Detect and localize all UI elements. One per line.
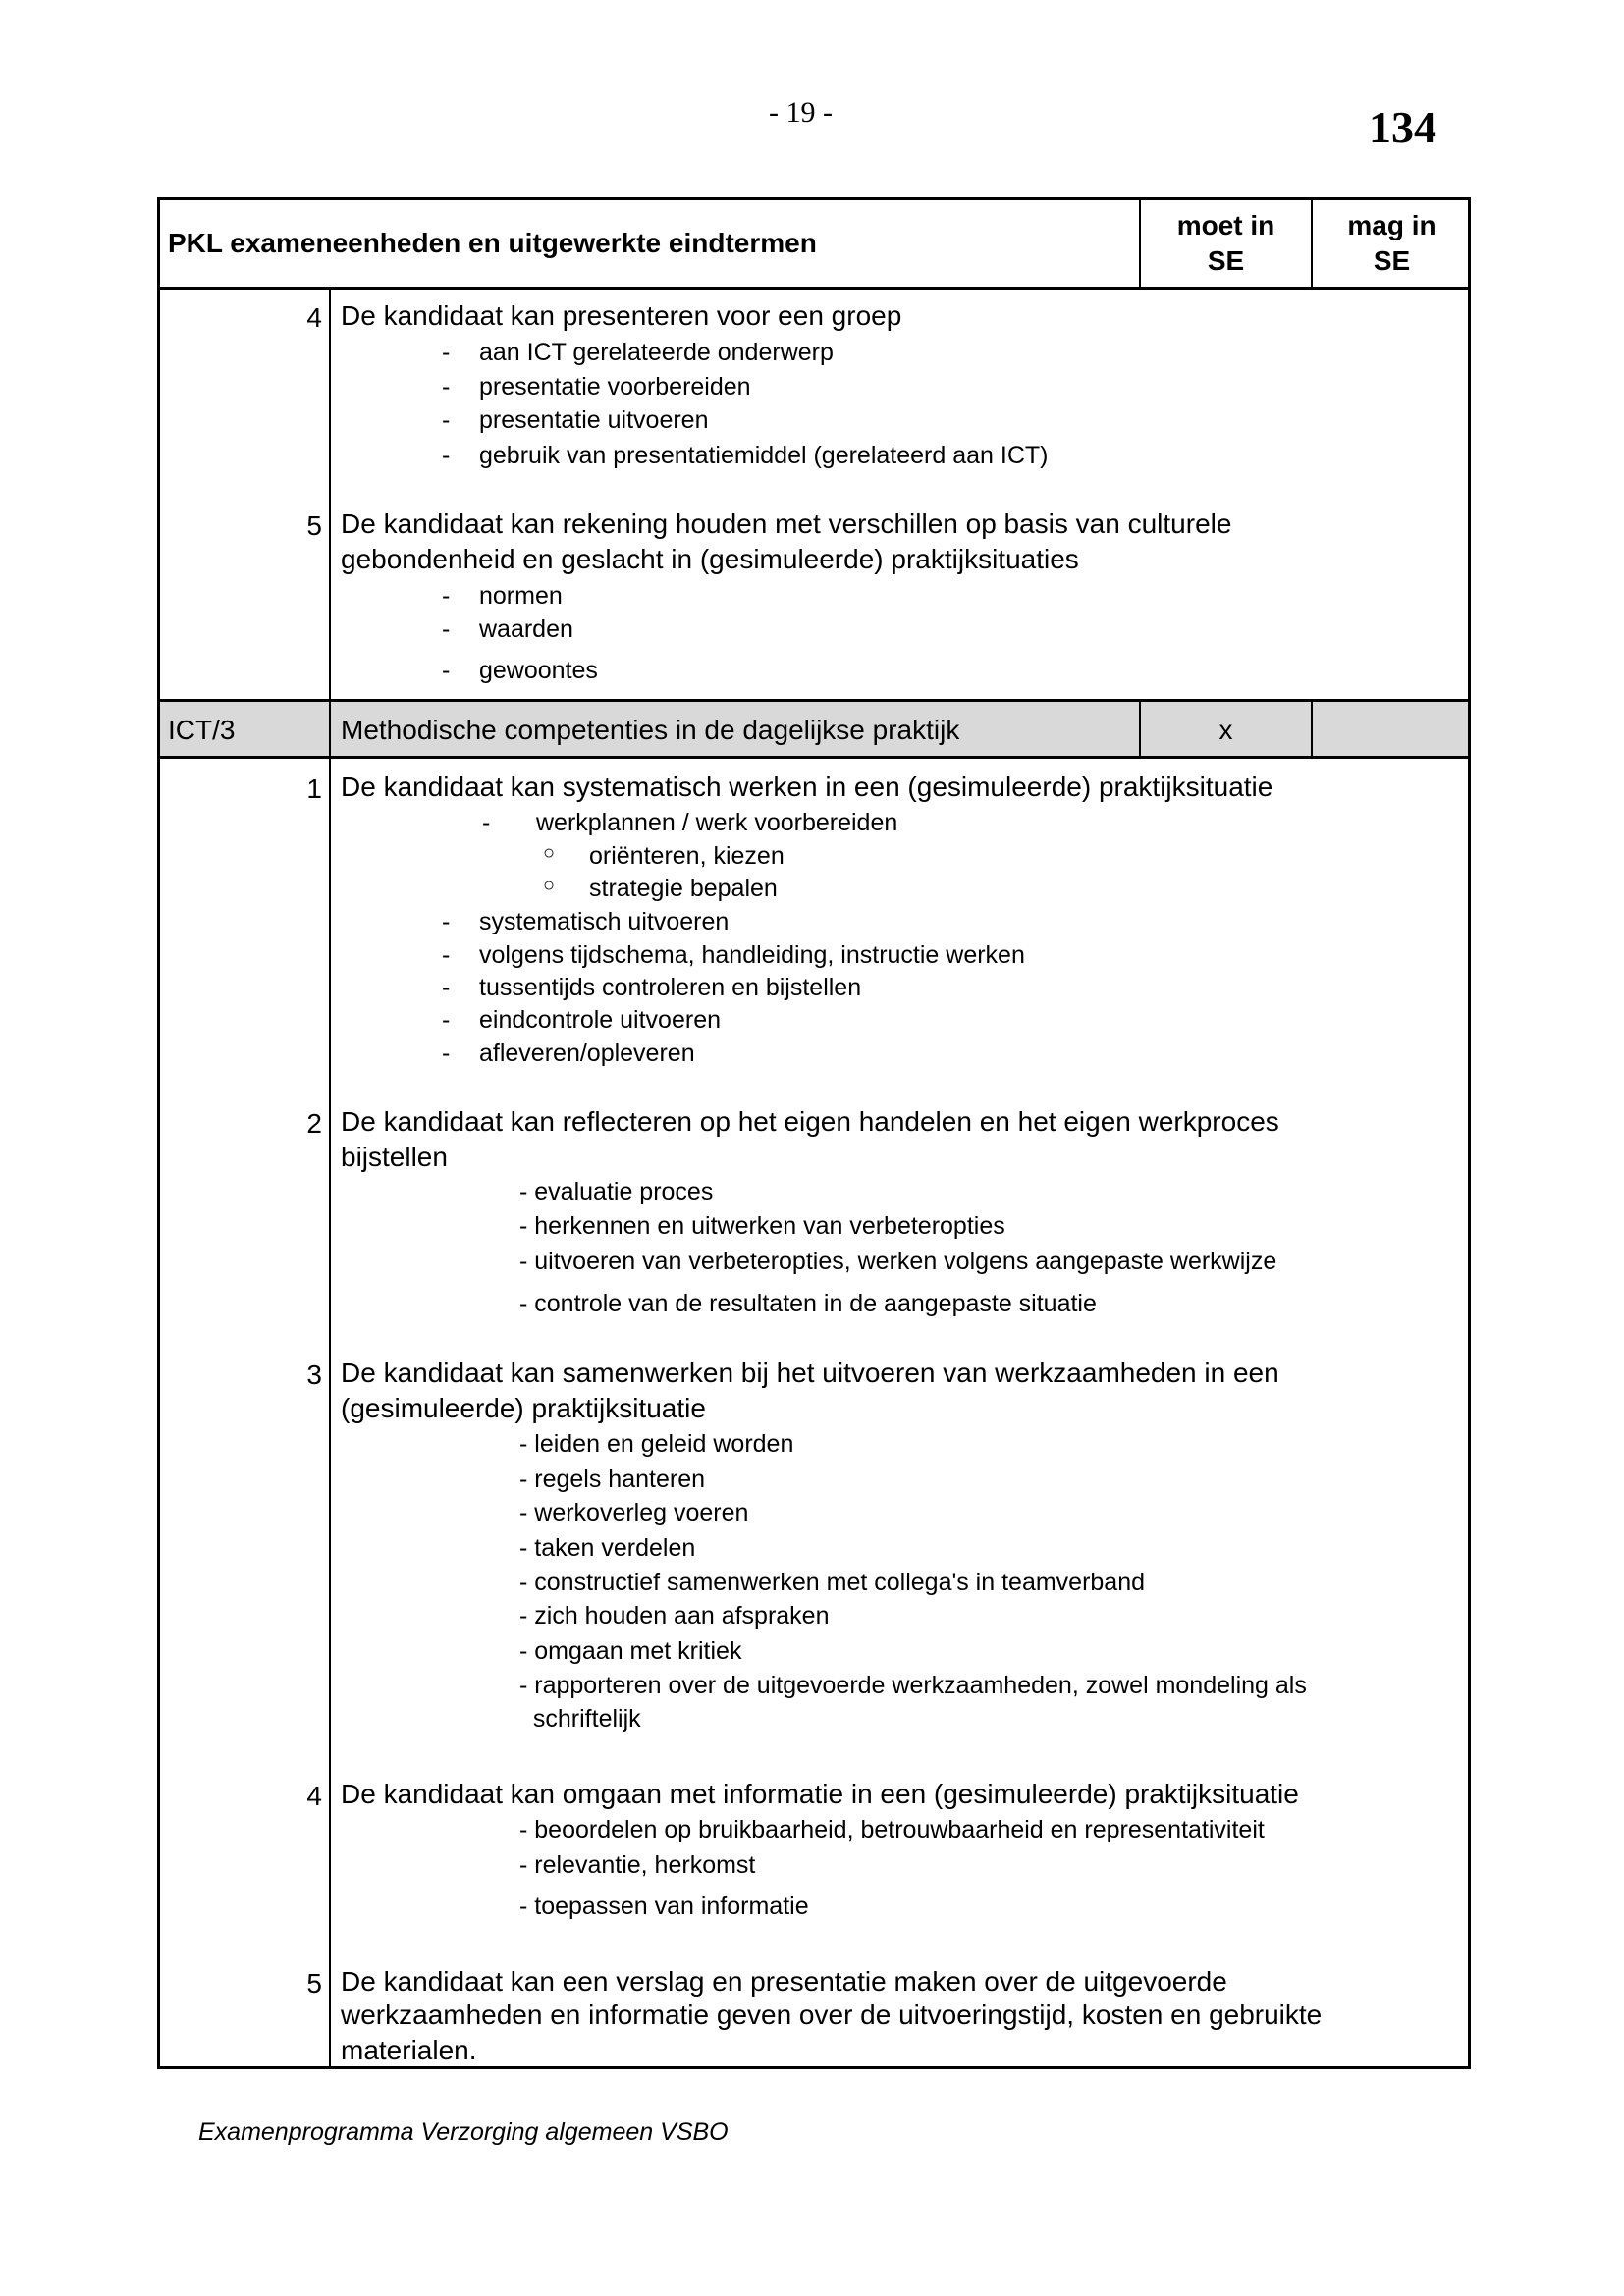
list-item: gewoontes: [479, 657, 598, 684]
eindterm-heading-cont: (gesimuleerde) praktijksituatie: [341, 1393, 706, 1423]
list-item-bullet: -: [442, 406, 451, 434]
list-item: gebruik van presentatiemiddel (gerelateerd aan ICT): [479, 442, 1049, 469]
sub-list-item: oriënteren, kiezen: [589, 842, 785, 870]
eindterm-number: 5: [306, 510, 322, 541]
list-item: - toepassen van informatie: [519, 1893, 809, 1920]
list-item-bullet: -: [442, 615, 451, 643]
list-item: afleveren/opleveren: [479, 1040, 695, 1067]
list-item: aan ICT gerelateerde onderwerp: [479, 339, 834, 366]
list-item: volgens tijdschema, handleiding, instructie werken: [479, 941, 1025, 969]
list-item: - constructief samenwerken met collega's in teamverband: [519, 1569, 1146, 1596]
category-bottom-rule: [157, 756, 1471, 759]
list-item-bullet: -: [442, 974, 451, 1001]
list-item: - regels hanteren: [519, 1466, 706, 1493]
eindterm-number: 2: [306, 1108, 322, 1139]
page-number: - 19 -: [769, 96, 833, 129]
list-item-bullet: -: [442, 1006, 451, 1034]
header-moet-line2: SE: [1207, 245, 1245, 276]
list-item: waarden: [479, 615, 573, 643]
list-item: - werkoverleg voeren: [519, 1499, 749, 1526]
eindterm-heading-cont: werkzaamheden en informatie geven over de uitvoeringstijd, kosten en gebruikte: [341, 2000, 1323, 2030]
sub-list-bullet-circle: ○: [543, 842, 556, 864]
header-mag-line1: mag in: [1347, 210, 1436, 240]
list-item: presentatie voorbereiden: [479, 373, 751, 400]
eindterm-heading-cont: bijstellen: [341, 1142, 448, 1172]
eindterm-heading-cont: gebondenheid en geslacht in (gesimuleerde) praktijksituaties: [341, 544, 1079, 574]
list-item-bullet: -: [442, 582, 451, 610]
eindterm-heading: De kandidaat kan rekening houden met verschillen op basis van culturele: [341, 508, 1232, 539]
list-item: - rapporteren over de uitgevoerde werkzaamheden, zowel mondeling als: [519, 1672, 1307, 1699]
eindterm-heading-cont: materialen.: [341, 2035, 477, 2065]
page-footer: Examenprogramma Verzorging algemeen VSBO: [198, 2118, 729, 2146]
list-item-bullet: -: [442, 908, 451, 935]
eindterm-heading: De kandidaat kan reflecteren op het eigen handelen en het eigen werkproces: [341, 1106, 1279, 1137]
list-item-bullet: -: [442, 941, 451, 969]
eindterm-number: 4: [306, 1781, 322, 1811]
list-item-bullet: -: [442, 442, 451, 469]
list-item: werkplannen / werk voorbereiden: [536, 809, 898, 836]
document-number: 134: [1369, 102, 1436, 152]
eindterm-number: 3: [306, 1360, 322, 1390]
list-item-bullet: -: [482, 809, 491, 836]
header-mag-in-se: [1313, 208, 1471, 279]
category-title: Methodische competenties in de dagelijkse praktijk: [341, 715, 960, 745]
list-item-bullet: -: [442, 339, 451, 366]
list-item: normen: [479, 582, 563, 610]
list-item: - herkennen en uitwerken van verbeteropties: [519, 1212, 1005, 1240]
list-item: - leiden en geleid worden: [519, 1430, 794, 1458]
eindterm-number: 1: [306, 774, 322, 804]
eindterm-heading: De kandidaat kan samenwerken bij het uitvoeren van werkzaamheden in een: [341, 1358, 1279, 1388]
eindterm-heading: De kandidaat kan omgaan met informatie in een (gesimuleerde) praktijksituatie: [341, 1779, 1299, 1809]
list-item: eindcontrole uitvoeren: [479, 1006, 721, 1034]
eindterm-number: 5: [306, 1968, 322, 1999]
list-item: - zich houden aan afspraken: [519, 1602, 830, 1629]
list-item: systematisch uitvoeren: [479, 908, 730, 935]
list-item: - taken verdelen: [519, 1534, 696, 1562]
list-item-cont: schriftelijk: [519, 1705, 641, 1733]
category-top-rule: [157, 699, 1471, 702]
sub-list-bullet-circle: ○: [543, 875, 556, 896]
list-item-bullet: -: [442, 1040, 451, 1067]
category-code: ICT/3: [168, 715, 236, 745]
list-item: - evaluatie proces: [519, 1178, 714, 1205]
list-item-bullet: -: [442, 657, 451, 684]
table-header-title: PKL exameneenheden en uitgewerkte eindtermen: [168, 228, 817, 258]
list-item: - beoordelen op bruikbaarheid, betrouwbaarheid en representativiteit: [519, 1816, 1265, 1843]
list-item: - relevantie, herkomst: [519, 1851, 756, 1879]
list-item: - uitvoeren van verbeteropties, werken volgens aangepaste werkwijze: [519, 1248, 1277, 1275]
number-column-divider: [329, 288, 331, 2069]
sub-list-item: strategie bepalen: [589, 875, 778, 902]
list-item: tussentijds controleren en bijstellen: [479, 974, 862, 1001]
eindterm-number: 4: [306, 302, 322, 333]
moet-in-se-mark: x: [1218, 715, 1233, 745]
list-item-bullet: -: [442, 373, 451, 400]
list-item: - controle van de resultaten in de aangepaste situatie: [519, 1290, 1097, 1317]
list-item: - omgaan met kritiek: [519, 1637, 742, 1665]
list-item: presentatie uitvoeren: [479, 406, 709, 434]
eindterm-heading: De kandidaat kan systematisch werken in een (gesimuleerde) praktijksituatie: [341, 772, 1273, 802]
header-moet-in-se: [1141, 208, 1311, 279]
header-moet-line1: moet in: [1176, 210, 1275, 240]
header-bottom-rule: [157, 287, 1471, 290]
eindterm-heading: De kandidaat kan presenteren voor een groep: [341, 300, 902, 331]
header-mag-line2: SE: [1373, 245, 1411, 276]
eindterm-heading: De kandidaat kan een verslag en presentatie maken over de uitgevoerde: [341, 1966, 1227, 1997]
